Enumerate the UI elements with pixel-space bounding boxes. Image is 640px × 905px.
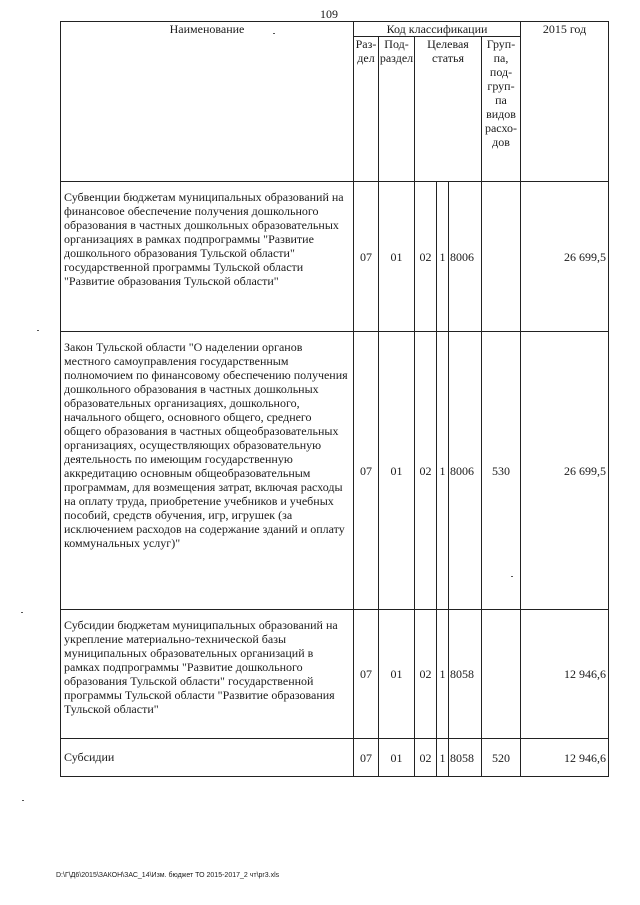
row-subsection: 01: [379, 739, 415, 777]
header-row-1: [61, 22, 609, 37]
row-section: 07: [354, 610, 379, 739]
row-target-c: 8058: [449, 739, 482, 777]
row-target-b: 1: [437, 332, 449, 610]
page-number: 109: [320, 7, 338, 21]
row-target-a: 02: [415, 739, 437, 777]
row-target-a: 02: [415, 610, 437, 739]
row-target-c: 8006: [449, 182, 482, 332]
row-target-b: 1: [437, 610, 449, 739]
table-row: [61, 610, 609, 739]
header-section: Раз- дел: [354, 37, 379, 182]
budget-table: [60, 21, 609, 777]
header-classification-code: Код классификации: [354, 22, 521, 37]
header-name: Наименование: [61, 22, 354, 182]
row-amount: 26 699,5: [521, 332, 609, 610]
row-subsection: 01: [379, 610, 415, 739]
row-section: 07: [354, 332, 379, 610]
row-target-b: 1: [437, 182, 449, 332]
row-expense-type: [482, 610, 521, 739]
row-target-c: 8006: [449, 332, 482, 610]
row-expense-type: 520: [482, 739, 521, 777]
scan-speck: [21, 612, 23, 613]
row-target-a: 02: [415, 182, 437, 332]
scan-speck: [273, 33, 275, 34]
row-section: 07: [354, 739, 379, 777]
row-subsection: 01: [379, 182, 415, 332]
row-amount: 26 699,5: [521, 182, 609, 332]
row-name: Субвенции бюджетам муниципальных образований на финансовое обеспечение получения дошкольного образования в частных дошкольных образовательных организациях в рамках подпрограммы "Развитие дошкольного образования Тульской области" государственной программы Тульской области "Развитие образования Тульской области": [61, 182, 354, 332]
row-expense-type: [482, 182, 521, 332]
row-target-a: 02: [415, 332, 437, 610]
table-row: [61, 332, 609, 610]
row-name: Субсидии: [61, 739, 354, 777]
table-row: [61, 182, 609, 332]
header-expense-type: Груп- па, под- груп- па видов расхо- дов: [482, 37, 521, 182]
table-row: [61, 739, 609, 777]
row-section: 07: [354, 182, 379, 332]
row-name: Субсидии бюджетам муниципальных образований на укрепление материально-технической базы муниципальных образовательных организаций в рамках подпрограммы "Развитие дошкольного образования Тульской области" государственной программы Тульской области "Развитие образования Тульской области": [61, 610, 354, 739]
header-subsection: Под- раздел: [379, 37, 415, 182]
row-target-b: 1: [437, 739, 449, 777]
row-amount: 12 946,6: [521, 610, 609, 739]
scan-speck: [37, 330, 39, 331]
scan-speck: [511, 576, 513, 577]
header-target-article: Целевая статья: [415, 37, 482, 182]
scan-speck: [22, 800, 24, 801]
header-year: 2015 год: [521, 22, 609, 182]
row-subsection: 01: [379, 332, 415, 610]
row-name: Закон Тульской области "О наделении органов местного самоуправления государственным полномочием по финансовому обеспечению получения дошкольного образования в частных дошкольных образовательных организациях, дошкольного, начального общего, основного общего, среднего общего образования в частных общеобразовательных организациях, осуществляющих образовательную деятельность по имеющим государственную аккредитацию основным общеобразовательным программам, для возмещения затрат, включая расходы на оплату труда, приобретение учебников и учебных пособий, средств обучения, игр, игрушек (за исключением расходов на содержание зданий и оплату коммунальных услуг)": [61, 332, 354, 610]
row-expense-type: 530: [482, 332, 521, 610]
file-path-footer: D:\Г\Д6\2015\ЗАКОН\ЗАС_14\Изм. бюджет ТО 2015-2017_2 чт\pr3.xls: [56, 872, 280, 879]
row-amount: 12 946,6: [521, 739, 609, 777]
row-target-c: 8058: [449, 610, 482, 739]
